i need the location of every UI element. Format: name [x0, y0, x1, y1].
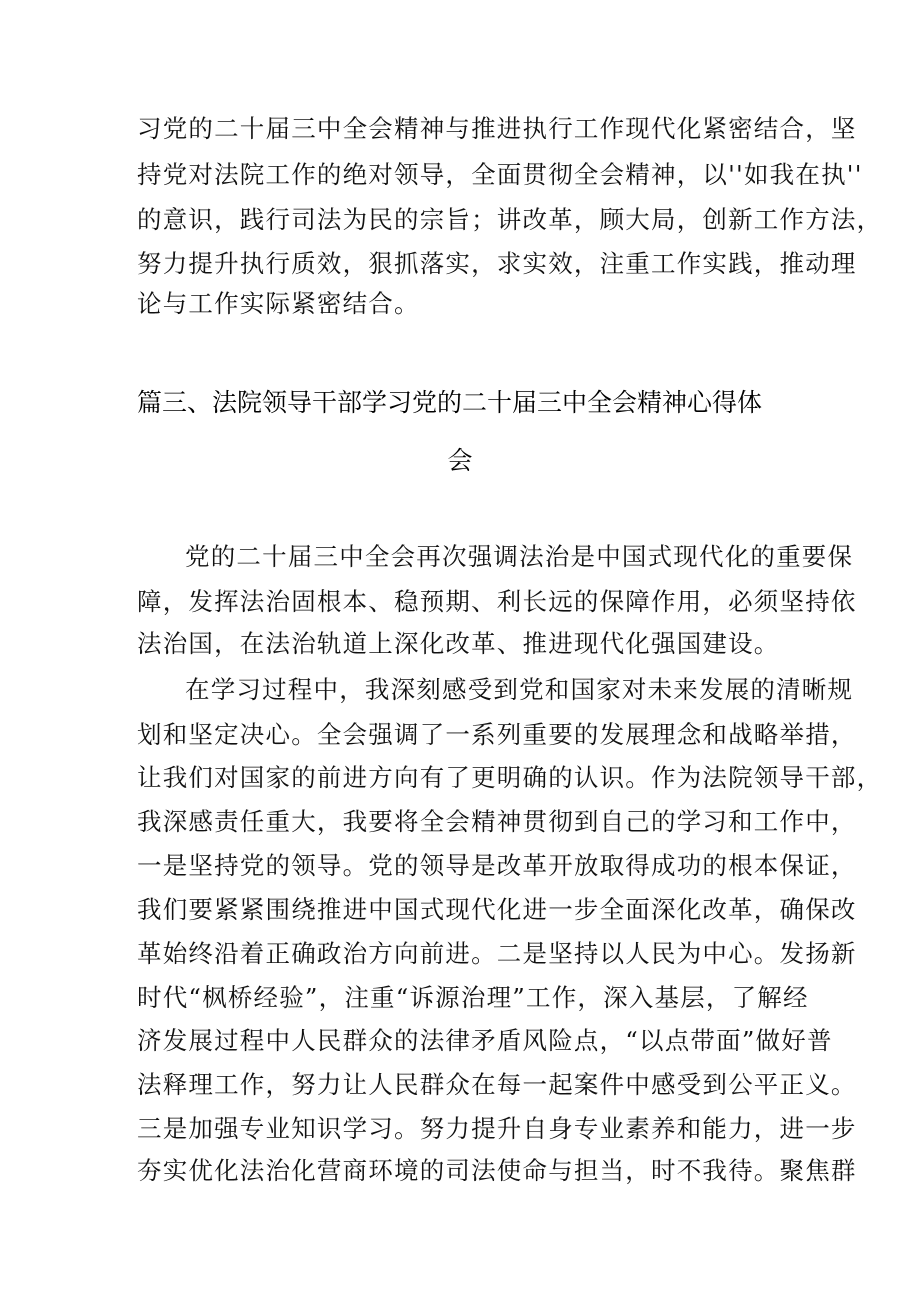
text-line: 党的二十届三中全会再次强调法治是中国式现代化的重要保 [185, 542, 854, 571]
text-line: 我深感责任重大，我要将全会精神贯彻到自己的学习和工作中， [137, 807, 857, 836]
text-line: 一是坚持党的领导。党的领导是改革开放取得成功的根本保证， [137, 851, 857, 880]
text-line: 三是加强专业知识学习。努力提升自身专业素养和能力，进一步 [137, 1114, 857, 1143]
text-line: 的意识，践行司法为民的宗旨；讲改革，顾大局，创新工作方法， [137, 205, 883, 234]
text-line: 让我们对国家的前进方向有了更明确的认识。作为法院领导干部， [137, 763, 883, 792]
text-line: 努力提升执行质效，狠抓落实，求实效，注重工作实践，推动理 [137, 249, 857, 278]
text-line: 夯实优化法治化营商环境的司法使命与担当，时不我待。聚焦群 [137, 1156, 857, 1185]
text-line: 我们要紧紧围绕推进中国式现代化进一步全面深化改革，确保改 [137, 895, 857, 924]
text-line: 时代“枫桥经验”，注重“诉源治理”工作，深入基层，了解经 [137, 983, 809, 1012]
text-line: 持党对法院工作的绝对领导，全面贯彻全会精神，以''如我在执'' [137, 160, 863, 189]
text-line: 划和坚定决心。全会强调了一系列重要的发展理念和战略举措， [137, 720, 857, 749]
text-line: 论与工作实际紧密结合。 [137, 289, 420, 318]
text-line: 习党的二十届三中全会精神与推进执行工作现代化紧密结合，坚 [137, 114, 857, 143]
text-line: 障，发挥法治固根本、稳预期、利长远的保障作用，必须坚持依 [137, 587, 857, 616]
text-line: 革始终沿着正确政治方向前进。二是坚持以人民为中心。发扬新 [137, 939, 857, 968]
text-line: 法释理工作，努力让人民群众在每一起案件中感受到公平正义。 [137, 1070, 857, 1099]
text-line: 法治国，在法治轨道上深化改革、推进现代化强国建设。 [137, 629, 780, 658]
text-line: 济发展过程中人民群众的法律矛盾风险点，“以点带面”做好普 [137, 1026, 833, 1055]
section-heading-line2: 会 [447, 446, 473, 475]
section-heading-line1: 篇三、法院领导干部学习党的二十届三中全会精神心得体 [137, 388, 763, 417]
text-line: 在学习过程中，我深刻感受到党和国家对未来发展的清晰规 [185, 675, 854, 704]
